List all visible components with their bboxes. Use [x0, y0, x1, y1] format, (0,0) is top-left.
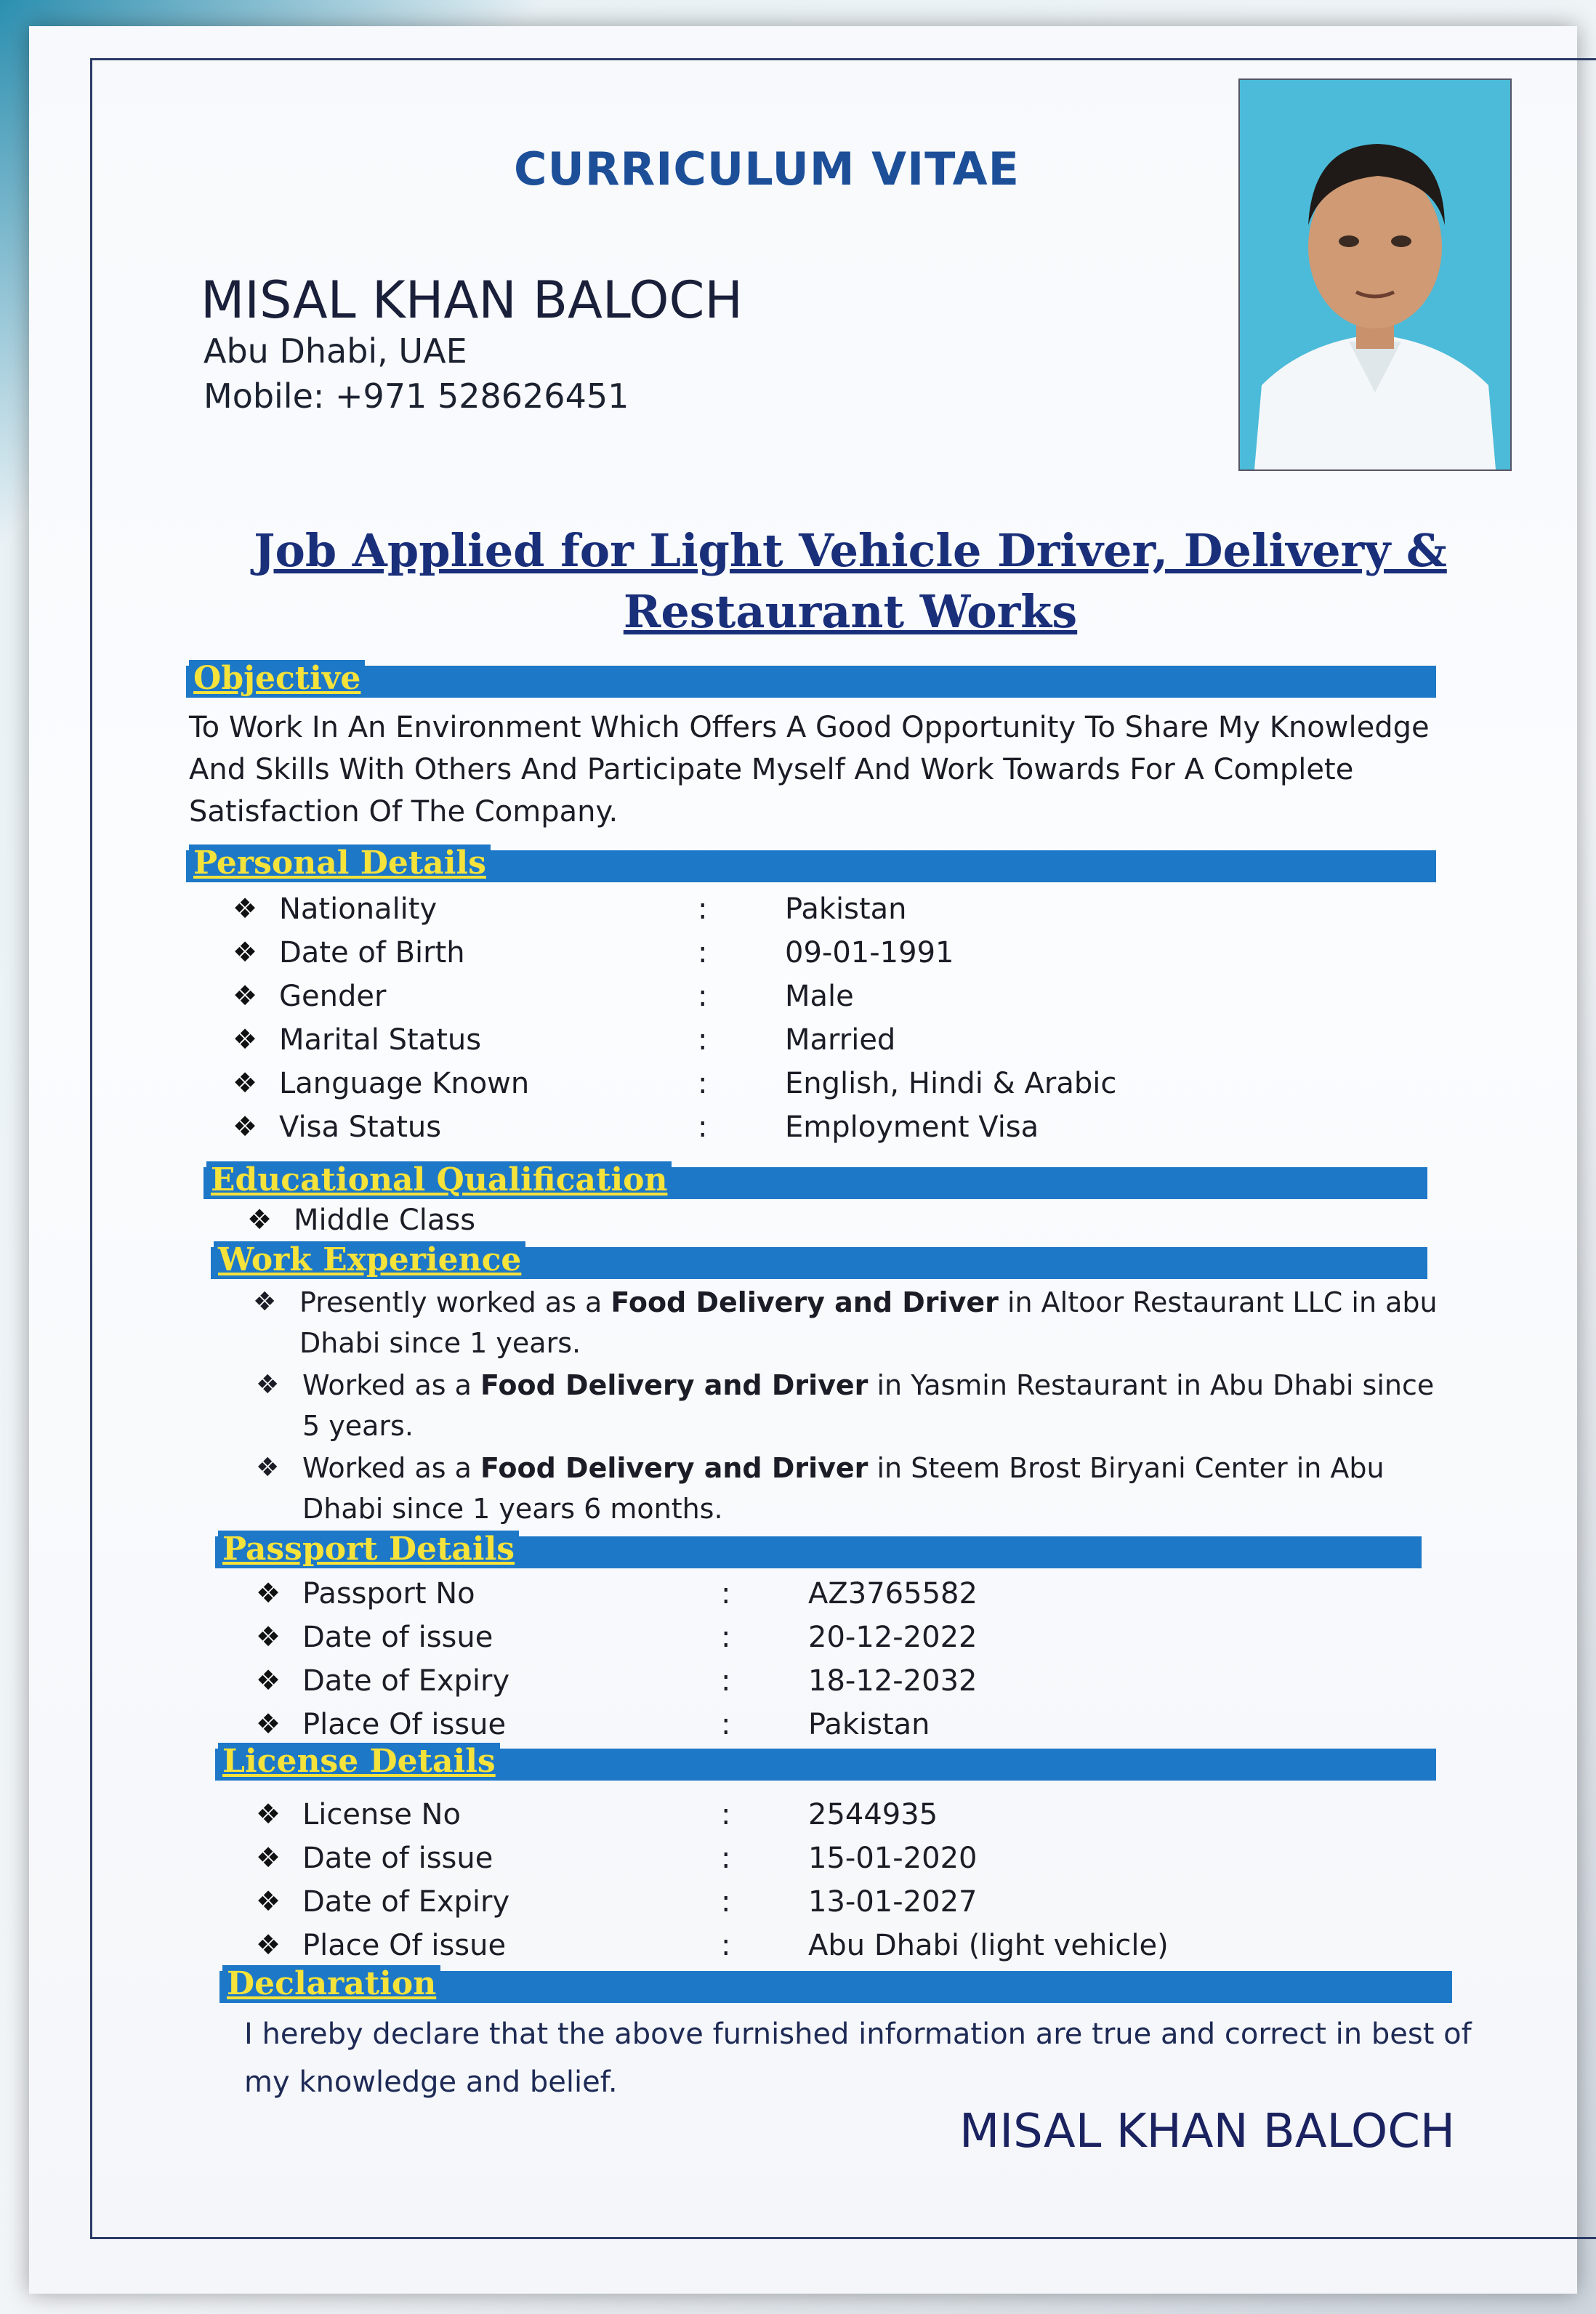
bullet-icon: ❖: [256, 1664, 281, 1696]
applicant-photo: [1238, 78, 1512, 471]
document-title: CURRICULUM VITAE: [513, 142, 1020, 195]
bullet-icon: ❖: [233, 1023, 258, 1055]
bullet-icon: ❖: [233, 936, 258, 968]
section-work-experience: [211, 1241, 1427, 1279]
work-item-role: Food Delivery and Driver: [480, 1369, 868, 1401]
section-declaration: [219, 1965, 1452, 2003]
row-colon: :: [721, 1577, 731, 1610]
signature-name: MISAL KHAN BALOCH: [959, 2105, 1456, 2158]
row-value: English, Hindi & Arabic: [785, 1067, 1117, 1100]
row-label: Place Of issue: [302, 1929, 507, 1962]
bullet-icon: ❖: [256, 1453, 280, 1483]
work-item-prefix: Worked as a: [302, 1452, 480, 1484]
row-label: Place Of issue: [302, 1708, 507, 1741]
section-education: [203, 1161, 1427, 1199]
row-label: Date of Expiry: [302, 1885, 510, 1919]
row-label: Language Known: [279, 1067, 530, 1100]
bullet-icon: ❖: [256, 1885, 281, 1917]
personal-row-visa-status: [233, 1110, 1395, 1153]
bullet-icon: ❖: [247, 1204, 273, 1235]
passport-row-number: [256, 1577, 1419, 1619]
row-colon: :: [721, 1664, 731, 1698]
personal-row-dob: [233, 936, 1395, 978]
row-colon: :: [698, 1110, 708, 1144]
work-item-text: [299, 1282, 1448, 1363]
section-heading-declaration: Declaration: [222, 1965, 440, 2002]
section-heading-education: Educational Qualification: [206, 1161, 672, 1198]
row-label: Visa Status: [279, 1110, 442, 1144]
work-item-text: [302, 1448, 1451, 1529]
work-item: [253, 1282, 1452, 1363]
applicant-mobile: Mobile: +971 528626451: [203, 376, 629, 416]
row-value: 2544935: [808, 1798, 938, 1831]
education-item: [247, 1204, 1410, 1246]
objective-text: To Work In An Environment Which Offers A Good Opportunity To Share My Knowledge And Skills With Others And Participate Myself And Work Towards For A Complete Satisfaction Of The Company.: [189, 711, 1430, 829]
row-label: Passport No: [302, 1577, 475, 1610]
row-value: Male: [785, 980, 854, 1013]
bullet-icon: ❖: [233, 1067, 258, 1099]
section-license-details: [215, 1743, 1436, 1781]
row-value: 15-01-2020: [808, 1842, 978, 1875]
bullet-icon: ❖: [256, 1842, 281, 1874]
bullet-icon: ❖: [256, 1370, 280, 1400]
row-value: AZ3765582: [808, 1577, 978, 1610]
declaration-text: I hereby declare that the above furnished information are true and correct in best of my knowledge and belief.: [244, 2017, 1472, 2099]
row-value: 09-01-1991: [785, 936, 954, 969]
bullet-icon: ❖: [233, 892, 258, 924]
row-value: 18-12-2032: [808, 1664, 978, 1698]
row-value: Married: [785, 1023, 896, 1057]
job-applied-heading: [247, 520, 1454, 642]
cv-sheet: [29, 26, 1577, 2294]
work-item: [256, 1448, 1455, 1529]
applicant-location: Abu Dhabi, UAE: [203, 331, 467, 371]
row-value: Employment Visa: [785, 1110, 1039, 1144]
row-colon: :: [721, 1885, 731, 1919]
bullet-icon: ❖: [233, 980, 258, 1012]
passport-row-expiry-date: [256, 1664, 1419, 1706]
bullet-icon: ❖: [256, 1621, 281, 1653]
row-colon: :: [698, 1067, 708, 1100]
section-heading-license-details: License Details: [218, 1743, 500, 1780]
section-personal-details: [186, 844, 1436, 882]
personal-row-nationality: [233, 892, 1395, 935]
row-colon: :: [721, 1621, 731, 1654]
personal-row-gender: [233, 980, 1395, 1022]
row-value: 13-01-2027: [808, 1885, 978, 1919]
portrait-image: [1240, 80, 1510, 469]
education-item-text: Middle Class: [294, 1204, 476, 1237]
row-label: Nationality: [279, 892, 438, 926]
work-item-role: Food Delivery and Driver: [610, 1286, 999, 1318]
personal-row-languages: [233, 1067, 1395, 1109]
row-colon: :: [721, 1929, 731, 1962]
section-passport-details: [215, 1531, 1422, 1568]
bullet-icon: ❖: [233, 1110, 258, 1142]
applicant-name: MISAL KHAN BALOCH: [201, 270, 743, 330]
job-heading-line-2: Restaurant Works: [623, 585, 1078, 638]
row-label: License No: [302, 1798, 461, 1831]
row-value: Pakistan: [808, 1708, 930, 1741]
row-label: Date of issue: [302, 1621, 493, 1654]
work-item-prefix: Worked as a: [302, 1369, 480, 1401]
row-value: Abu Dhabi (light vehicle): [808, 1929, 1169, 1962]
work-item-detail: in Altoor Restaurant LLC in abu Dhabi since 1 years.: [299, 1286, 1438, 1359]
work-item-text: [302, 1365, 1451, 1446]
row-colon: :: [721, 1708, 731, 1741]
job-heading-line-1: Job Applied for Light Vehicle Driver, Delivery &: [254, 524, 1447, 577]
row-colon: :: [698, 936, 708, 969]
license-row-expiry-date: [256, 1885, 1419, 1927]
work-item-detail: in Yasmin Restaurant in Abu Dhabi since 5 years.: [302, 1369, 1435, 1442]
personal-row-marital-status: [233, 1023, 1395, 1065]
work-item: [256, 1365, 1455, 1446]
row-colon: :: [721, 1842, 731, 1875]
license-row-issue-date: [256, 1842, 1419, 1884]
bullet-icon: ❖: [256, 1798, 281, 1830]
bullet-icon: ❖: [253, 1287, 277, 1317]
row-value: Pakistan: [785, 892, 907, 926]
bullet-icon: ❖: [256, 1577, 281, 1609]
work-item-role: Food Delivery and Driver: [480, 1452, 868, 1484]
section-heading-personal-details: Personal Details: [189, 844, 491, 882]
bullet-icon: ❖: [256, 1708, 281, 1740]
row-label: Marital Status: [279, 1023, 482, 1057]
row-label: Date of issue: [302, 1842, 493, 1875]
section-objective: [186, 660, 1436, 698]
row-label: Date of Expiry: [302, 1664, 510, 1698]
row-colon: :: [698, 892, 708, 926]
license-row-number: [256, 1798, 1419, 1840]
passport-row-issue-date: [256, 1621, 1419, 1663]
section-heading-passport-details: Passport Details: [218, 1531, 519, 1568]
work-item-detail: in Steem Brost Biryani Center in Abu Dhabi since 1 years 6 months.: [302, 1452, 1385, 1525]
row-value: 20-12-2022: [808, 1621, 978, 1654]
section-heading-work-experience: Work Experience: [214, 1241, 525, 1278]
work-item-prefix: Presently worked as a: [299, 1286, 611, 1318]
section-heading-objective: Objective: [189, 660, 365, 697]
row-colon: :: [698, 1023, 708, 1057]
row-colon: :: [721, 1798, 731, 1831]
row-label: Date of Birth: [279, 936, 465, 969]
row-colon: :: [698, 980, 708, 1013]
bullet-icon: ❖: [256, 1929, 281, 1961]
row-label: Gender: [279, 980, 387, 1013]
